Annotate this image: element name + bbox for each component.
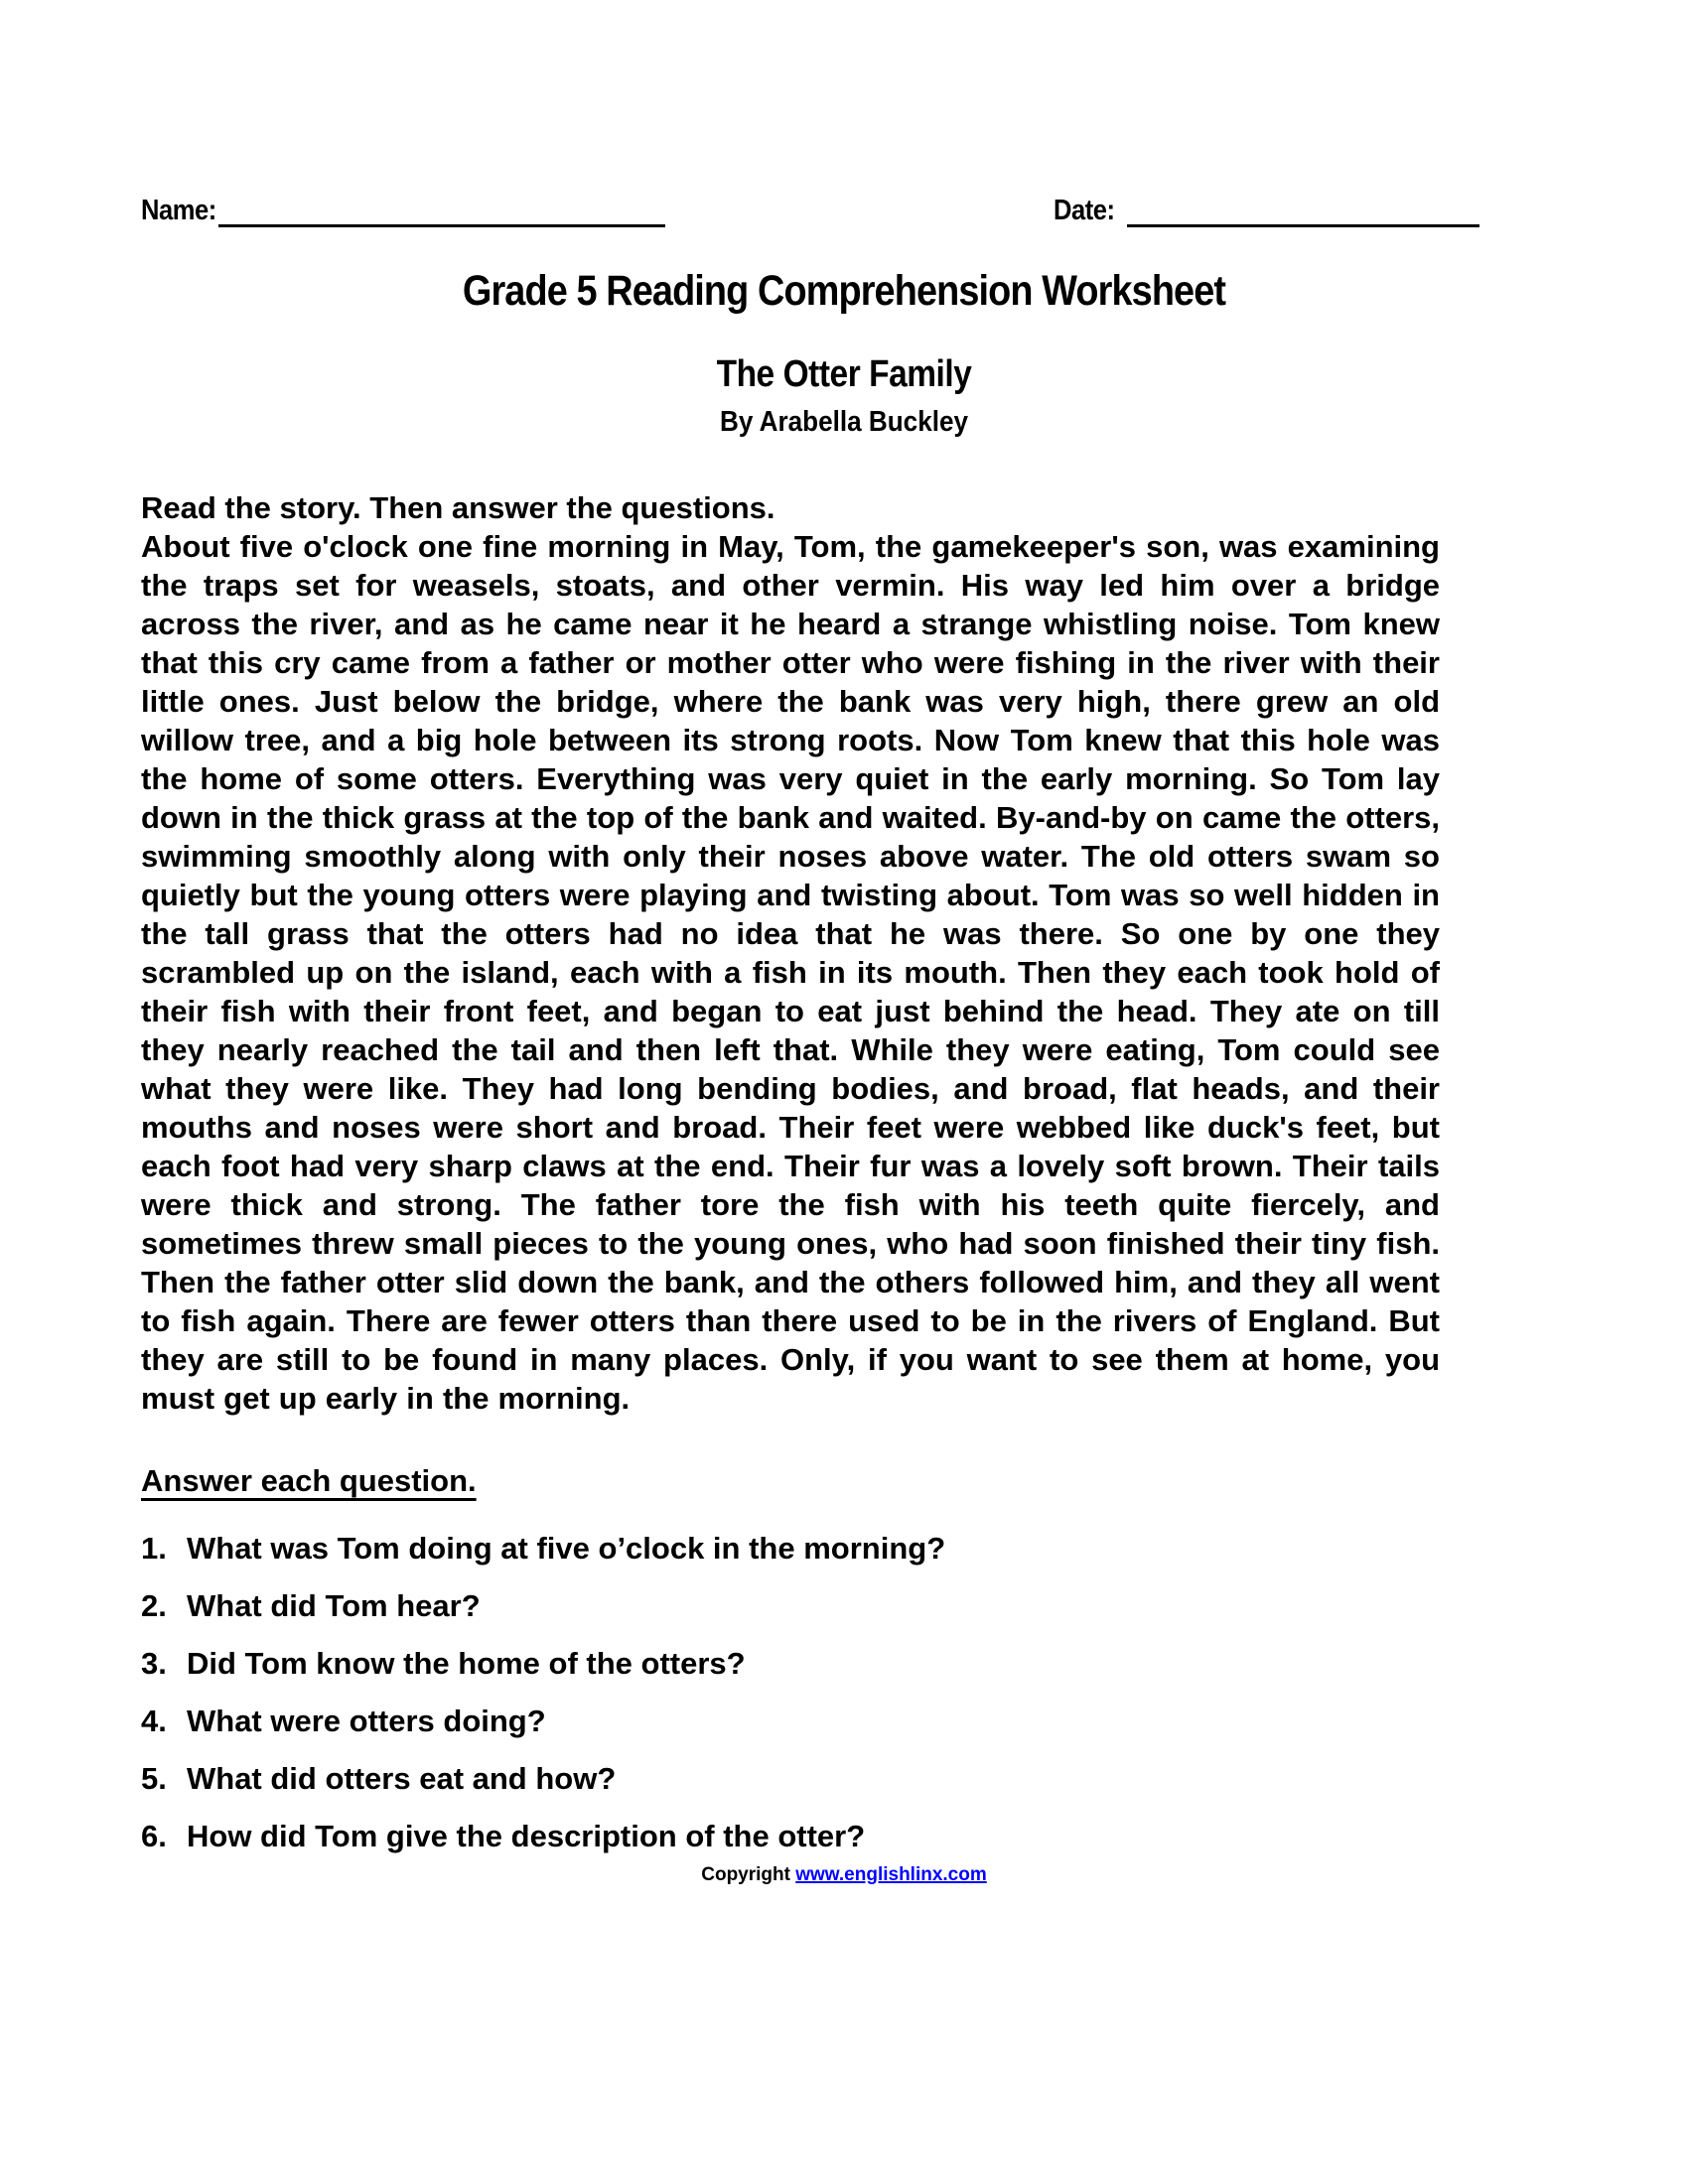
question-row [141, 1759, 1688, 1798]
story-title: The Otter Family [716, 353, 972, 395]
question-text: How did Tom give the description of the otter? [187, 1819, 866, 1853]
copyright-link[interactable]: www.englishlinx.com [795, 1864, 987, 1885]
question-number: 6. [141, 1819, 167, 1853]
story-byline: By Arabella Buckley [719, 406, 969, 438]
question-text: What was Tom doing at five o’clock in the morning? [187, 1531, 946, 1566]
question-text: What were otters doing? [187, 1704, 546, 1738]
question-row [141, 1817, 1688, 1855]
header-row [141, 191, 1479, 227]
story-instructions: Read the story. Then answer the questions. [141, 490, 775, 525]
question-number: 4. [141, 1704, 167, 1738]
question-number: 2. [141, 1588, 167, 1623]
question-number: 5. [141, 1761, 167, 1796]
question-row [141, 1644, 1688, 1683]
question-text: What did Tom hear? [187, 1588, 481, 1623]
questions-list [0, 1529, 1688, 1855]
question-number: 3. [141, 1646, 167, 1681]
question-row [141, 1702, 1688, 1740]
date-blank-field[interactable] [1127, 191, 1479, 227]
question-number: 1. [141, 1531, 167, 1566]
date-label: Date: [1053, 195, 1115, 226]
question-row [141, 1586, 1688, 1625]
question-text: Did Tom know the home of the otters? [187, 1646, 746, 1681]
question-row [141, 1529, 1688, 1568]
footer [0, 1864, 1688, 1886]
name-blank-field[interactable] [218, 191, 665, 227]
date-field-group [1054, 191, 1479, 227]
question-text: What did otters eat and how? [187, 1761, 617, 1796]
name-label: Name: [141, 195, 216, 226]
story-text: About five o'clock one fine morning in May, Tom, the gamekeeper's son, was examining the traps set for weasels, stoats, and other vermin. His way led him over a bridge across the river, and as he came near it he heard a strange whistling noise. Tom knew that this cry came from a father or mother otter who were fishing in the river with their little ones. Just below the bridge, where the bank was very high, there grew an old willow tree, and a big hole between its strong roots. Now Tom knew that this hole was the home of some otters. Everything was very quiet in the early morning. So Tom lay down in the thick grass at the top of the bank and waited. By-and-by on came the otters, swimming smoothly along with only their noses above water. The old otters swam so quietly but the young otters were playing and twisting about. Tom was so well hidden in the tall grass that the otters had no idea that he was there. So one by one they scrambled up on the island, each with a fish in its mouth. Then they each took hold of their fish with their front feet, and began to eat just behind the head. They ate on till they nearly reached the tail and then left that. While they were eating, Tom could see what they were like. They had long bending bodies, and broad, flat heads, and their mouths and noses were short and broad. Their feet were webbed like duck's feet, but each foot had very sharp claws at the end. Their fur was a lovely soft brown. Their tails were thick and strong. The father tore the fish with his teeth quite fiercely, and sometimes threw small pieces to the young ones, who had soon finished their tiny fish. Then the father otter slid down the bank, and the others followed him, and they all went to fish again. There are fewer otters than there used to be in the rivers of England. But they are still to be found in many places. Only, if you want to see them at home, you must get up early in the morning. [141, 529, 1440, 1416]
copyright-label: Copyright [701, 1864, 790, 1885]
questions-heading: Answer each question. [141, 1463, 477, 1498]
name-field-group [141, 191, 665, 227]
page-title: Grade 5 Reading Comprehension Worksheet [462, 267, 1226, 315]
